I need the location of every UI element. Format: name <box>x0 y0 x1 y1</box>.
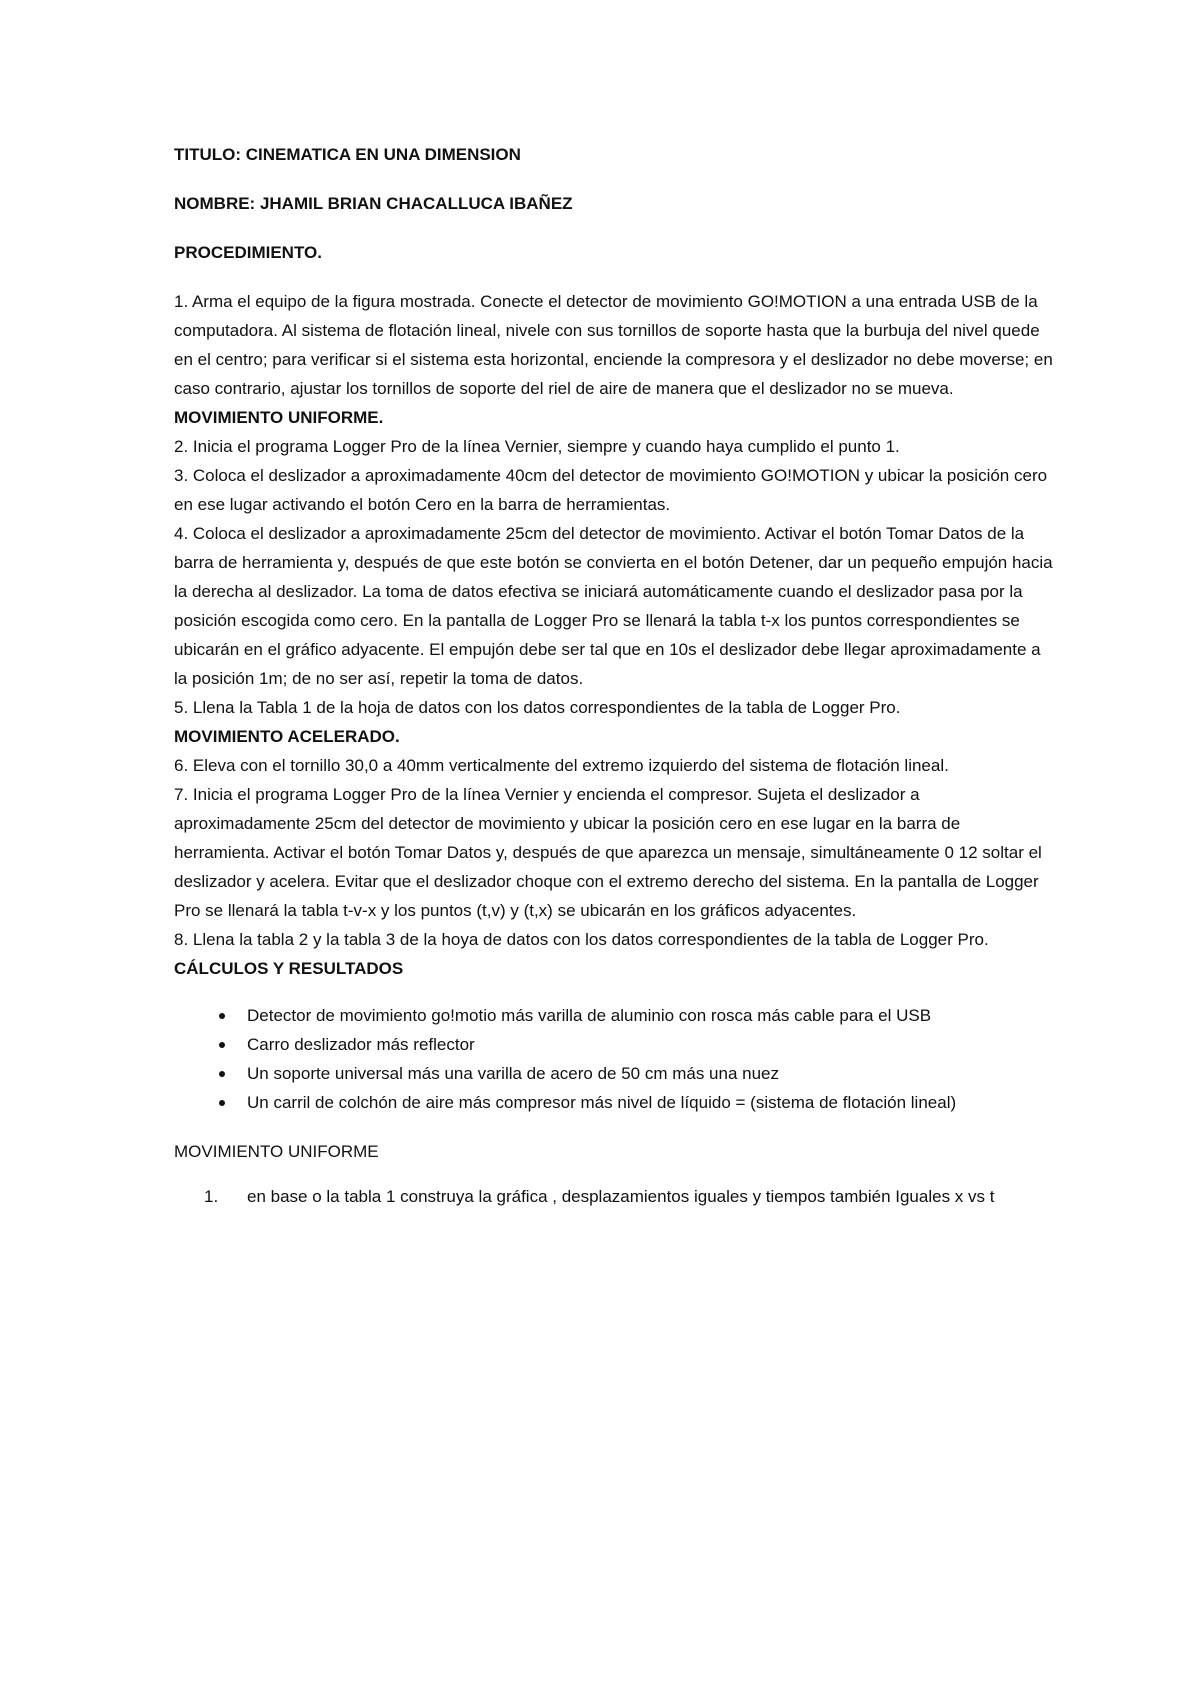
list-item: Detector de movimiento go!motio más varilla de aluminio con rosca más cable para el USB <box>174 1001 1054 1030</box>
document-title: TITULO: CINEMATICA EN UNA DIMENSION <box>174 145 521 164</box>
step-4: 4. Coloca el deslizador a aproximadamente 25cm del detector de movimiento. Activar el botón Tomar Datos de la barra de herramienta y, después de que este botón se convierta en el botón Detener, dar un pequeño empujón hacia la derecha al deslizador. La toma de datos efectiva se iniciará automáticamente cuando el deslizador pasa por la posición escogida como cero. En la pantalla de Logger Pro se llenará la tabla t-x los puntos correspondientes se ubicarán en el gráfico adyacente. El empujón debe ser tal que en 10s el deslizador debe llegar aproximadamente a la posición 1m; de no ser así, repetir la toma de datos. <box>174 524 1053 688</box>
numbered-list <box>174 1182 1054 1211</box>
list-item: Un carril de colchón de aire más compresor más nivel de líquido = (sistema de flotación lineal) <box>174 1088 1054 1117</box>
list-item: Carro deslizador más reflector <box>174 1030 1054 1059</box>
procedure-heading: PROCEDIMIENTO. <box>174 243 322 262</box>
results-heading: CÁLCULOS Y RESULTADOS <box>174 959 404 978</box>
list-item: Un soporte universal más una varilla de acero de 50 cm más una nuez <box>174 1059 1054 1088</box>
accelerated-motion-heading: MOVIMIENTO ACELERADO. <box>174 727 400 746</box>
list-item-number: 1. <box>204 1187 219 1206</box>
uniform-motion-subheading: MOVIMIENTO UNIFORME <box>174 1142 379 1161</box>
step-2: 2. Inicia el programa Logger Pro de la línea Vernier, siempre y cuando haya cumplido el punto 1. <box>174 437 900 456</box>
step-3: 3. Coloca el deslizador a aproximadamente 40cm del detector de movimiento GO!MOTION y ubicar la posición cero en ese lugar activando el botón Cero en la barra de herramientas. <box>174 466 1048 514</box>
step-1: 1. Arma el equipo de la figura mostrada. Conecte el detector de movimiento GO!MOTION a una entrada USB de la computadora. Al sistema de flotación lineal, nivele con sus tornillos de soporte hasta que la burbuja del nivel quede en el centro; para verificar si el sistema esta horizontal, enciende la compresora y el deslizador no debe moverse; en caso contrario, ajustar los tornillos de soporte del riel de aire de manera que el deslizador no se mueva. <box>174 292 1053 398</box>
step-5: 5. Llena la Tabla 1 de la hoja de datos con los datos correspondientes de la tabla de Logger Pro. <box>174 698 901 717</box>
step-6: 6. Eleva con el tornillo 30,0 a 40mm verticalmente del extremo izquierdo del sistema de flotación lineal. <box>174 756 949 775</box>
equipment-list <box>174 1001 1054 1117</box>
uniform-motion-heading: MOVIMIENTO UNIFORME. <box>174 408 384 427</box>
step-7: 7. Inicia el programa Logger Pro de la línea Vernier y encienda el compresor. Sujeta el deslizador a aproximadamente 25cm del detector de movimiento y ubicar la posición cero en ese lugar en la barra de herramienta. Activar el botón Tomar Datos y, después de que aparezca un mensaje, simultáneamente 0 12 soltar el deslizador y acelera. Evitar que el deslizador choque con el extremo derecho del sistema. En la pantalla de Logger Pro se llenará la tabla t-v-x y los puntos (t,v) y (t,x) se ubicarán en los gráficos adyacentes. <box>174 785 1042 920</box>
document-page <box>174 140 1054 1211</box>
step-8: 8. Llena la tabla 2 y la tabla 3 de la hoya de datos con los datos correspondientes de la tabla de Logger Pro. <box>174 930 989 949</box>
author-name: NOMBRE: JHAMIL BRIAN CHACALLUCA IBAÑEZ <box>174 194 573 213</box>
list-item-text: en base o la tabla 1 construya la gráfica , desplazamientos iguales y tiempos también Iguales x vs t <box>247 1187 995 1206</box>
list-item <box>174 1182 1054 1211</box>
